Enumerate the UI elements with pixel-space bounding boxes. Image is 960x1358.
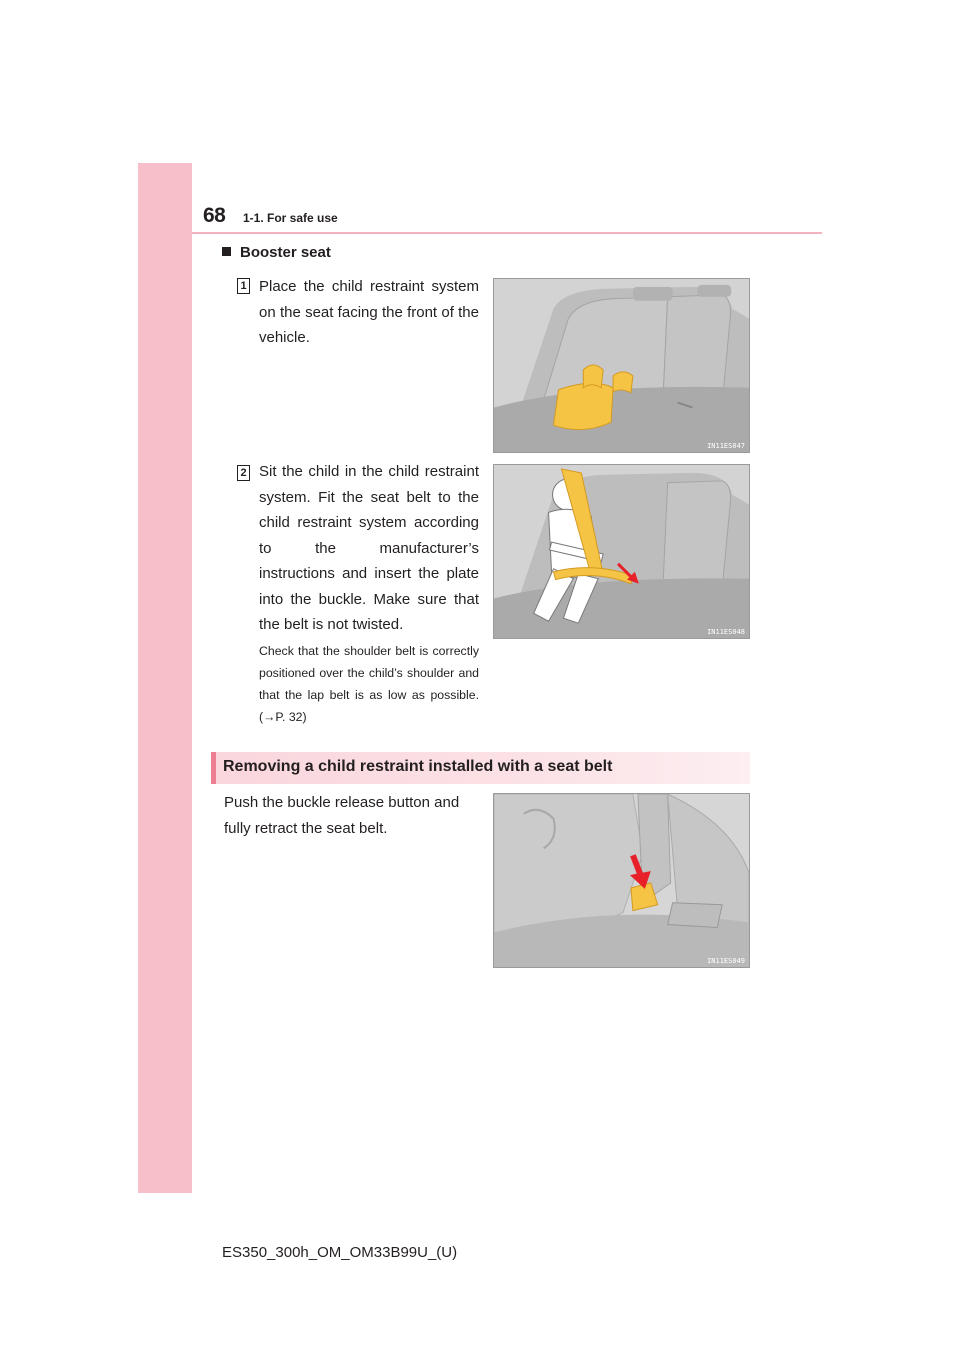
section-label: 1-1. For safe use [243, 211, 338, 225]
page-side-tab [138, 163, 192, 1193]
square-bullet-icon [222, 247, 231, 256]
figure-code: IN11ES048 [707, 628, 745, 636]
removing-text: Push the buckle release button and fully retract the seat belt. [224, 794, 460, 837]
removing-section-heading: Removing a child restraint installed with a seat belt [211, 752, 750, 784]
step-1-text: Place the child restraint system on the seat facing the front of the vehicle. [259, 278, 479, 346]
step-2-badge: 2 [237, 465, 250, 481]
child-belted-figure [493, 464, 750, 639]
step-2-note: Check that the shoulder belt is correctly positioned over the child’s shoulder and that the lap belt is as low as possible. (→P. 32) [259, 644, 479, 724]
buckle-release-figure [493, 793, 750, 968]
page-number: 68 [203, 204, 226, 227]
booster-seat-heading: Booster seat [222, 244, 331, 261]
figure-code: IN11ES049 [707, 957, 745, 965]
step-2-text: Sit the child in the child restraint system. Fit the seat belt to the child restraint system according to the manufacturer’s instructions and insert the plate into the buckle. Make sure that the belt is not twisted. [259, 463, 479, 633]
step-1-badge: 1 [237, 278, 250, 294]
document-code-footer: ES350_300h_OM_OM33B99U_(U) [222, 1244, 458, 1261]
booster-seat-placement-figure [493, 278, 750, 453]
figure-code: IN11ES047 [707, 442, 745, 450]
header-divider [192, 232, 822, 234]
